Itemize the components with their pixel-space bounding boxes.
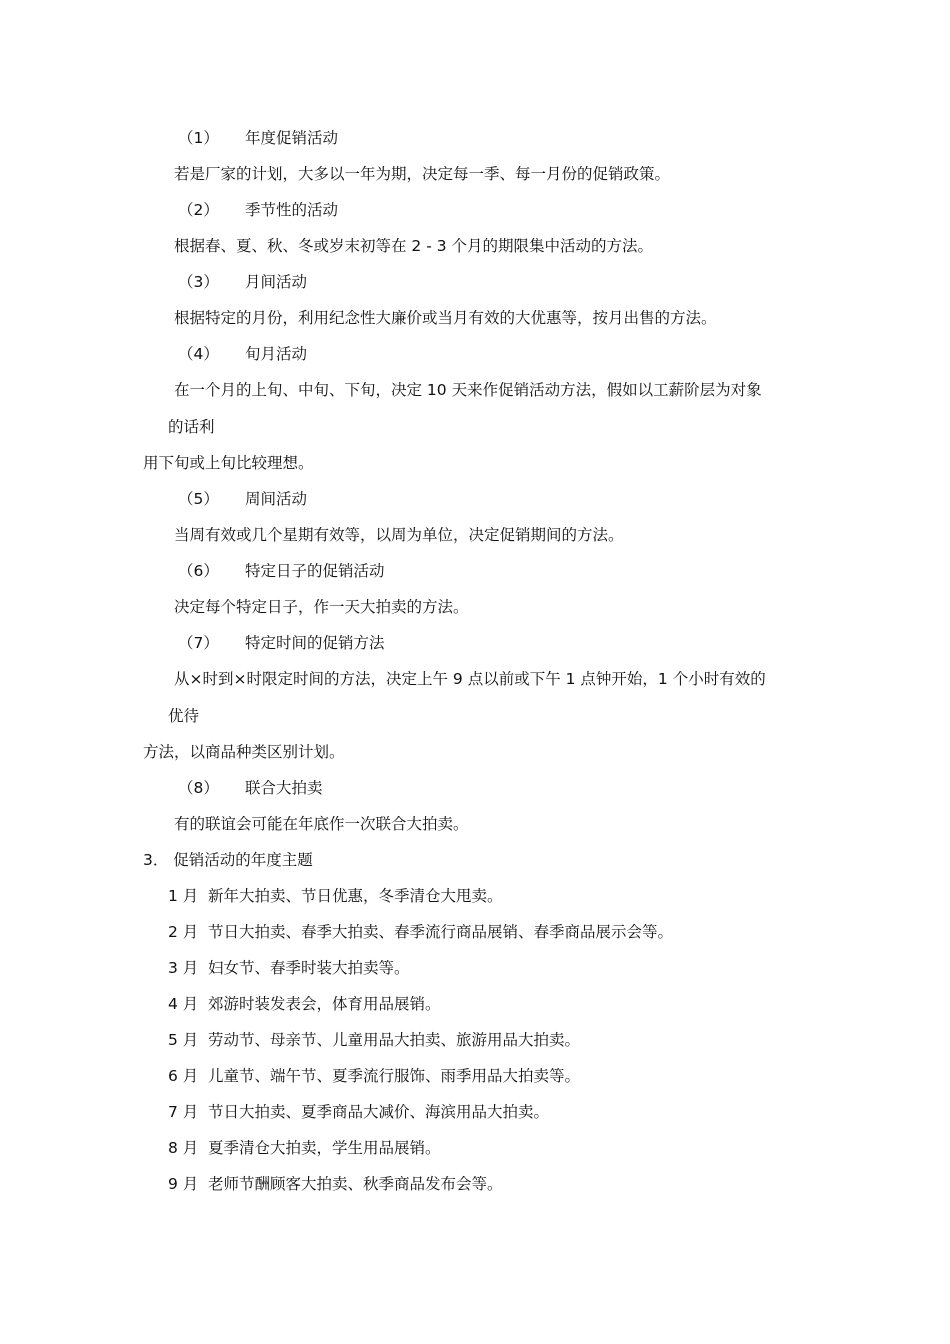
item-number: （7） [178, 634, 219, 652]
month-item [168, 1138, 441, 1158]
month-text: 儿童节、端午节、夏季流行服饰、雨季用品大拍卖等。 [208, 1067, 581, 1085]
item-number: （2） [178, 201, 219, 219]
month-item [168, 958, 410, 978]
item-number: （1） [178, 129, 219, 147]
item-number: （4） [178, 345, 219, 363]
item-description: 决定每个特定日子，作一天大拍卖的方法。 [174, 598, 469, 616]
item-number: （8） [178, 779, 219, 797]
month-text: 郊游时装发表会，体育用品展销。 [208, 995, 441, 1013]
month-label: 1 月 [168, 887, 199, 905]
month-text: 新年大拍卖、节日优惠，冬季清仓大甩卖。 [208, 887, 503, 905]
month-text: 夏季清仓大拍卖，学生用品展销。 [208, 1139, 441, 1157]
item-description: 当周有效或几个星期有效等，以周为单位，决定促销期间的方法。 [174, 526, 624, 544]
month-label: 3 月 [168, 959, 199, 977]
item-description: 在一个月的上旬、中旬、下旬，决定 10 天来作促销活动方法，假如以工薪阶层为对象 [174, 381, 762, 399]
item-description-cont: 的话利 [168, 418, 215, 436]
item-title: 特定时间的促销方法 [245, 634, 385, 652]
item-description: 根据春、夏、秋、冬或岁末初等在 2 - 3 个月的期限集中活动的方法。 [174, 237, 654, 255]
month-item [168, 1102, 549, 1122]
month-label: 4 月 [168, 995, 199, 1013]
month-text: 劳动节、母亲节、儿童用品大拍卖、旅游用品大拍卖。 [208, 1031, 581, 1049]
item-description: 若是厂家的计划，大多以一年为期，决定每一季、每一月份的促销政策。 [174, 165, 671, 183]
item-description: 根据特定的月份，利用纪念性大廉价或当月有效的大优惠等，按月出售的方法。 [174, 309, 717, 327]
item-title: 年度促销活动 [245, 129, 339, 147]
month-label: 7 月 [168, 1103, 199, 1121]
month-text: 节日大拍卖、夏季商品大减价、海滨用品大拍卖。 [208, 1103, 550, 1121]
item-description-cont: 优待 [168, 707, 200, 725]
month-item [168, 1174, 503, 1194]
item-number: （3） [178, 273, 219, 291]
month-item [168, 886, 503, 906]
item-description-cont: 用下旬或上旬比较理想。 [143, 454, 314, 472]
month-text: 老师节酬顾客大拍卖、秋季商品发布会等。 [208, 1175, 503, 1193]
item-number: （5） [178, 490, 219, 508]
month-item [168, 922, 673, 942]
item-title: 季节性的活动 [245, 201, 339, 219]
month-text: 节日大拍卖、春季大拍卖、春季流行商品展销、春季商品展示会等。 [208, 923, 674, 941]
item-title: 联合大拍卖 [245, 779, 323, 797]
month-label: 6 月 [168, 1067, 199, 1085]
section-heading: 3． 促销活动的年度主题 [143, 851, 313, 869]
item-title: 特定日子的促销活动 [245, 562, 385, 580]
item-title: 周间活动 [245, 490, 308, 508]
month-label: 5 月 [168, 1031, 199, 1049]
item-title: 旬月活动 [245, 345, 308, 363]
month-label: 2 月 [168, 923, 199, 941]
month-item [168, 994, 441, 1014]
month-item [168, 1030, 580, 1050]
month-label: 9 月 [168, 1175, 199, 1193]
item-description: 有的联谊会可能在年底作一次联合大拍卖。 [174, 815, 469, 833]
month-text: 妇女节、春季时装大拍卖等。 [208, 959, 410, 977]
item-description-cont: 方法，以商品种类区别计划。 [143, 743, 345, 761]
item-description: 从×时到×时限定时间的方法，决定上午 9 点以前或下午 1 点钟开始，1 个小时有效的 [174, 670, 766, 688]
item-number: （6） [178, 562, 219, 580]
month-label: 8 月 [168, 1139, 199, 1157]
month-item [168, 1066, 580, 1086]
item-title: 月间活动 [245, 273, 308, 291]
